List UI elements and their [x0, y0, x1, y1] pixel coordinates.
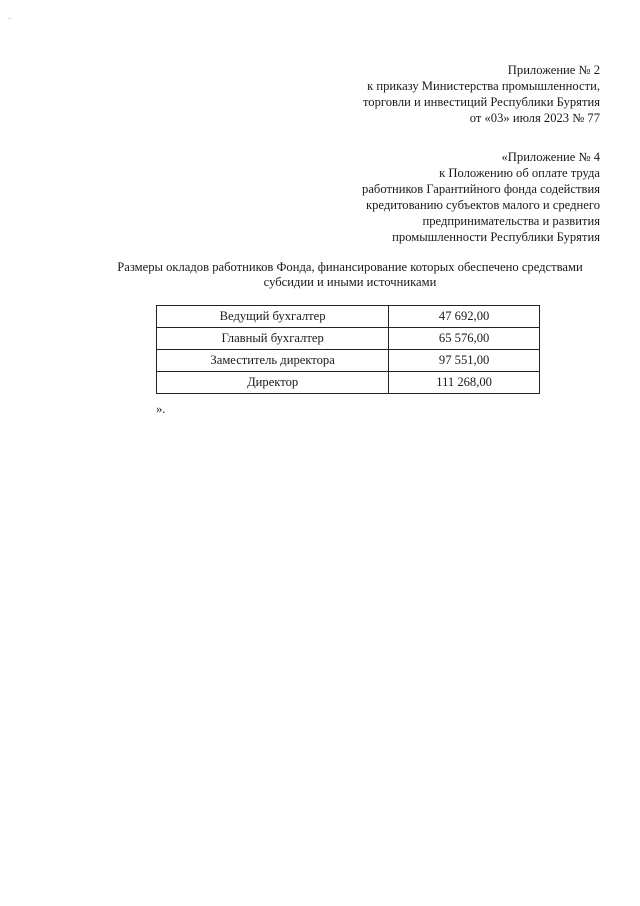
amount-cell: 97 551,00 [389, 350, 540, 372]
title-line: Размеры окладов работников Фонда, финансирование которых обеспечено средствами [117, 260, 583, 274]
annex-sub-line: работников Гарантийного фонда содействия [362, 182, 600, 196]
annex-main-header [363, 62, 600, 126]
table-row [157, 306, 540, 328]
annex-main-line: торговли и инвестиций Республики Бурятия [362, 95, 600, 109]
annex-main-line: от «03» июля 2023 № 77 [469, 111, 600, 125]
amount-cell: 65 576,00 [389, 328, 540, 350]
title-line: субсидии и иными источниками [263, 275, 437, 289]
amount-cell: 47 692,00 [389, 306, 540, 328]
annex-sub-line: кредитованию субъектов малого и среднего [365, 198, 600, 212]
annex-sub-header [362, 149, 600, 245]
table-row [157, 328, 540, 350]
annex-main-line: Приложение № 2 [507, 63, 600, 77]
annex-sub-line: к Положению об оплате труда [439, 166, 600, 180]
table-row [157, 350, 540, 372]
table-row [157, 372, 540, 394]
document-title [90, 260, 610, 290]
annex-main-line: к приказу Министерства промышленности, [367, 79, 600, 93]
position-cell: Ведущий бухгалтер [157, 306, 389, 328]
annex-sub-line: «Приложение № 4 [501, 150, 600, 164]
annex-sub-line: предпринимательства и развития [422, 214, 600, 228]
annex-sub-line: промышленности Республики Бурятия [392, 230, 600, 244]
closing-quote: ». [156, 402, 166, 416]
position-cell: Заместитель директора [157, 350, 389, 372]
amount-cell: 111 268,00 [389, 372, 540, 394]
position-cell: Главный бухгалтер [157, 328, 389, 350]
salary-table [156, 305, 540, 394]
scan-speck [8, 18, 11, 19]
position-cell: Директор [157, 372, 389, 394]
